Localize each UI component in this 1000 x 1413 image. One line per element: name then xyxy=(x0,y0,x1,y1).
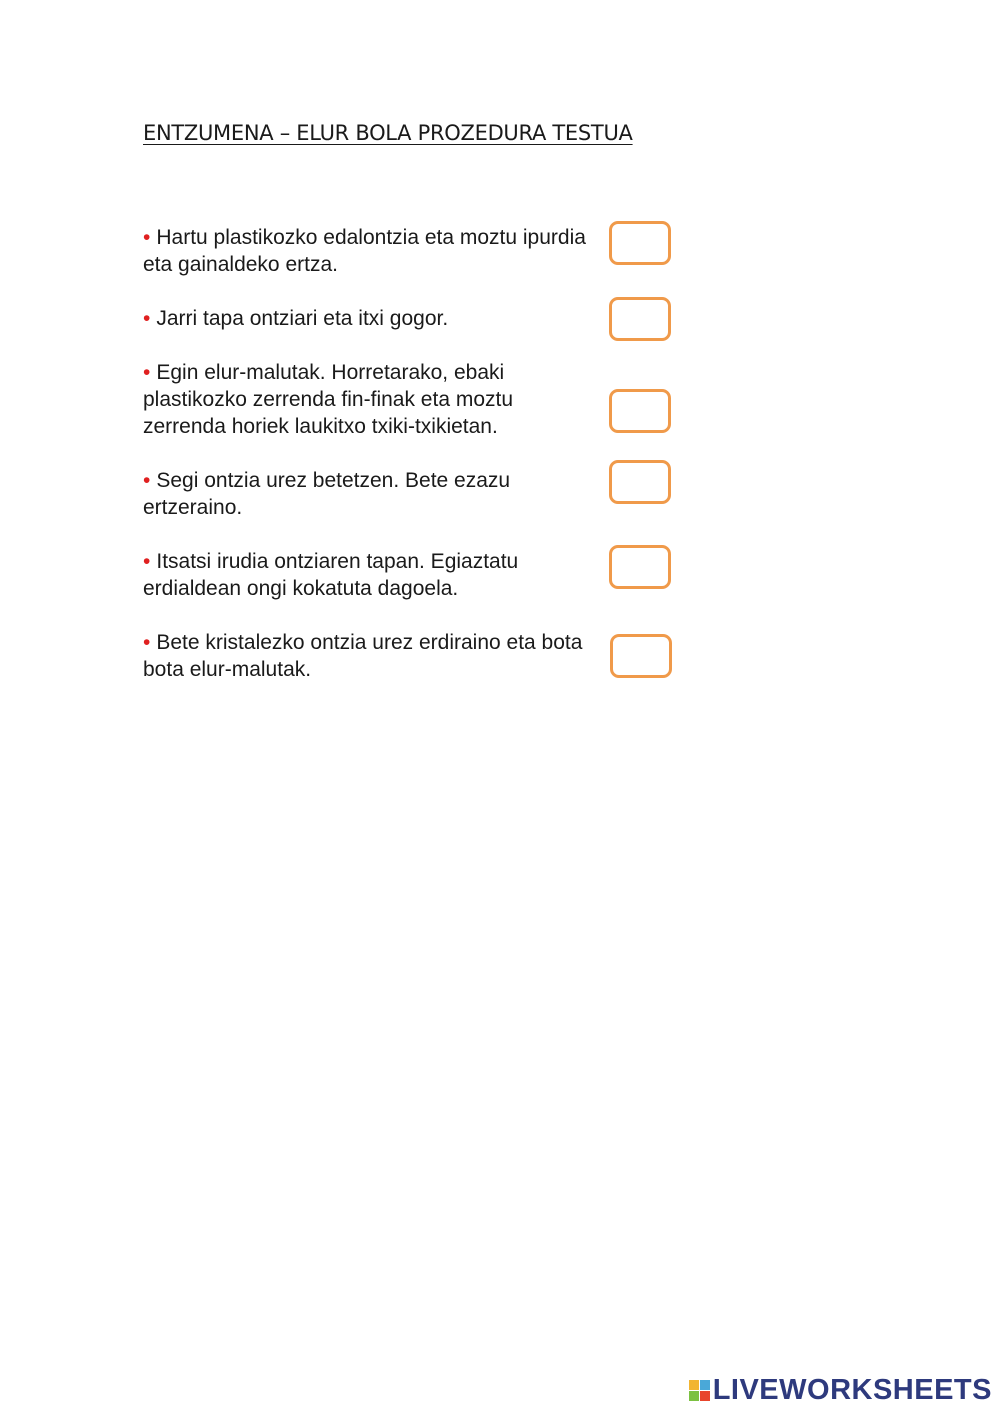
item-text: Egin elur-malutak. Horretarako, ebaki plastikozko zerrenda fin-finak eta moztu zerrenda horiek laukitxo txiki-txikietan. xyxy=(143,361,514,438)
bullet-icon: • xyxy=(143,226,151,249)
bullet-icon: • xyxy=(143,361,151,384)
list-item xyxy=(143,629,593,683)
item-text: Jarri tapa ontziari eta itxi gogor. xyxy=(156,307,449,330)
bullet-icon: • xyxy=(143,469,151,492)
answer-box[interactable] xyxy=(609,545,671,589)
logo-mark-icon xyxy=(689,1380,710,1401)
answer-box[interactable] xyxy=(609,389,671,433)
item-text: Segi ontzia urez betetzen. Bete ezazu ertzeraino. xyxy=(143,469,511,519)
list-item xyxy=(143,467,593,521)
bullet-icon: • xyxy=(143,631,151,654)
list-item xyxy=(143,359,593,440)
liveworksheets-logo xyxy=(689,1374,992,1407)
answer-box[interactable] xyxy=(609,297,671,341)
item-text: Bete kristalezko ontzia urez erdiraino eta bota bota elur-malutak. xyxy=(143,631,583,681)
bullet-icon: • xyxy=(143,307,151,330)
answer-box[interactable] xyxy=(609,221,671,265)
list-item xyxy=(143,224,593,278)
list-item xyxy=(143,548,593,602)
brand-name: LIVEWORKSHEETS xyxy=(712,1374,992,1406)
worksheet-title: ENTZUMENA – ELUR BOLA PROZEDURA TESTUA xyxy=(143,121,633,145)
item-text: Itsatsi irudia ontziaren tapan. Egiaztatu erdialdean ongi kokatuta dagoela. xyxy=(143,550,519,600)
answer-box[interactable] xyxy=(610,634,672,678)
answer-box[interactable] xyxy=(609,460,671,504)
list-item xyxy=(143,305,593,332)
item-text: Hartu plastikozko edalontzia eta moztu ipurdia eta gainaldeko ertza. xyxy=(143,226,586,276)
bullet-icon: • xyxy=(143,550,151,573)
